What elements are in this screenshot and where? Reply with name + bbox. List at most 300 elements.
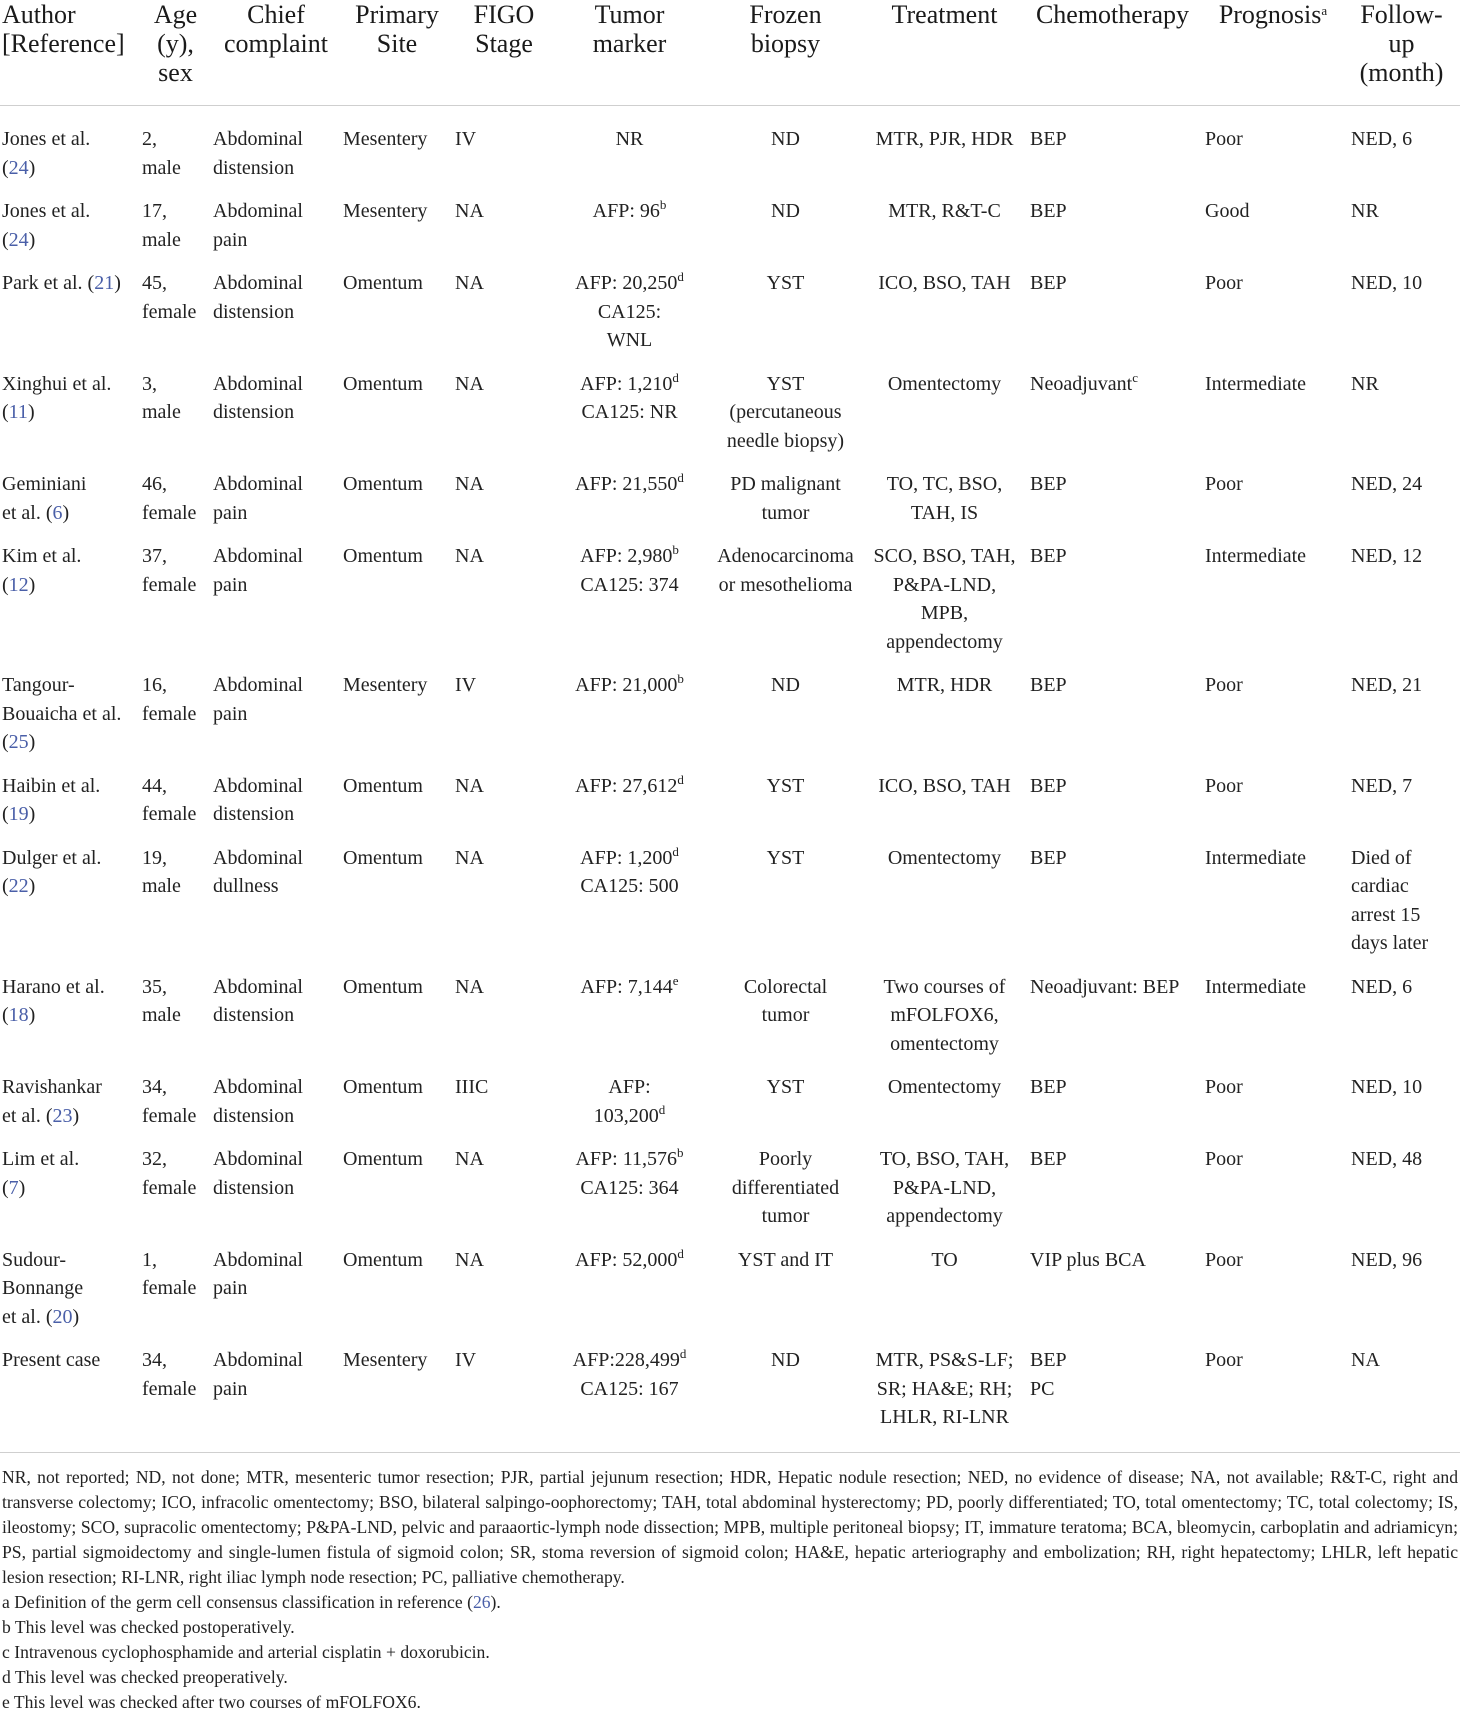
age-value: 1, (142, 1248, 157, 1271)
cell-treatment (867, 463, 1022, 535)
footnote-marker: d (672, 843, 679, 859)
treatment-text: MTR, R&T-C (888, 200, 1001, 222)
cell-figo-stage (453, 463, 555, 535)
sex-value: female (142, 702, 197, 725)
cell-figo-stage (453, 535, 555, 664)
cell-chief-complaint (211, 837, 341, 966)
frozen-text: PD malignant (730, 473, 841, 495)
complaint-text: Abdominal (213, 774, 303, 797)
paren: ) (28, 875, 36, 897)
paren: ( (2, 401, 9, 423)
cell-frozen-biopsy (704, 966, 867, 1067)
cell-treatment (867, 190, 1022, 262)
footnote-marker: d (677, 470, 684, 485)
complaint-text: distension (213, 1176, 295, 1199)
follow-text: NED, 6 (1351, 975, 1413, 998)
cell-chief-complaint (211, 1066, 341, 1138)
paren: ) (28, 156, 36, 179)
complaint-text: pain (213, 1277, 248, 1299)
cell-treatment (867, 1138, 1022, 1239)
treatment-text: P&PA-LND, (892, 1176, 997, 1199)
cell-primary-site (341, 1066, 453, 1138)
treatment-text: appendectomy (886, 1205, 1003, 1227)
paren: ) (18, 1176, 26, 1199)
complaint-text: distension (213, 1004, 295, 1026)
chemo-text: BEP (1030, 1076, 1067, 1098)
frozen-text: needle biopsy) (726, 429, 845, 452)
cell-figo-stage (453, 1239, 555, 1340)
cell-frozen-biopsy (704, 463, 867, 535)
cell-primary-site (341, 1339, 453, 1452)
site-text: Mesentery (343, 1349, 428, 1371)
header-age: Age (y), sex (153, 0, 198, 87)
marker-text: AFP: 11,576 (575, 1148, 677, 1170)
complaint-text: distension (213, 1104, 295, 1127)
cell-chief-complaint (211, 262, 341, 363)
cell-follow-up (1343, 765, 1460, 837)
cell-tumor-marker (555, 190, 704, 262)
author-name: Bouaicha et al. (2, 702, 122, 725)
header-follow-up: Follow- up (month) (1359, 0, 1444, 87)
footnote-marker: d (672, 369, 679, 385)
age-value: 19, (142, 846, 167, 869)
sex-value: male (142, 401, 181, 423)
site-text: Omentum (343, 272, 423, 294)
treatment-text: TO, TC, BSO, (886, 473, 1003, 495)
cell-follow-up (1343, 1339, 1460, 1452)
cell-prognosis (1203, 106, 1343, 191)
cell-chemotherapy (1022, 664, 1203, 765)
reference-link[interactable]: 18 (8, 1004, 29, 1026)
footnote-marker: d (677, 1245, 684, 1261)
table-row (0, 535, 1460, 664)
cell-chief-complaint (211, 106, 341, 191)
complaint-text: Abdominal (213, 674, 303, 696)
cell-follow-up (1343, 463, 1460, 535)
site-text: Omentum (343, 1248, 423, 1271)
footnote-d: d This level was checked preoperatively. (2, 1666, 288, 1687)
cell-primary-site (341, 262, 453, 363)
cell-prognosis (1203, 1339, 1343, 1452)
complaint-text: Abdominal (213, 975, 303, 998)
cell-author (0, 262, 140, 363)
age-value: 45, (142, 272, 167, 294)
site-text: Omentum (343, 545, 423, 567)
cell-age-sex (140, 1138, 211, 1239)
cell-chief-complaint (211, 463, 341, 535)
reference-link[interactable]: 22 (8, 875, 29, 897)
cell-primary-site (341, 1138, 453, 1239)
paren: ( (2, 228, 9, 251)
treatment-text: MPB, (920, 602, 969, 624)
cell-tumor-marker (555, 262, 704, 363)
marker-text: AFP: 27,612 (575, 774, 678, 797)
table-row (0, 765, 1460, 837)
follow-text: NED, 21 (1351, 674, 1423, 696)
cell-figo-stage (453, 262, 555, 363)
paren: ( (45, 501, 53, 524)
complaint-text: pain (213, 228, 248, 251)
cell-chemotherapy (1022, 765, 1203, 837)
frozen-text: tumor (761, 1205, 810, 1227)
age-value: 46, (142, 473, 167, 495)
cell-figo-stage (453, 106, 555, 191)
follow-text: cardiac (1351, 875, 1409, 897)
cell-follow-up (1343, 837, 1460, 966)
author-name: Ravishankar (2, 1076, 102, 1098)
prognosis-text: Poor (1205, 1349, 1243, 1371)
reference-link[interactable]: 6 (52, 501, 63, 524)
cell-frozen-biopsy (704, 535, 867, 664)
treatment-text: P&PA-LND, (892, 573, 997, 596)
prognosis-text: Good (1205, 200, 1250, 222)
follow-text: Died of (1351, 846, 1412, 869)
cell-age-sex (140, 1339, 211, 1452)
treatment-text: LHLR, RI-LNR (880, 1406, 1009, 1428)
cell-prognosis (1203, 837, 1343, 966)
age-value: 44, (142, 774, 167, 797)
footnote-marker: d (677, 269, 684, 284)
frozen-text: tumor (761, 1004, 810, 1026)
sex-value: female (142, 1277, 197, 1299)
marker-text: NR (615, 128, 644, 150)
chemo-text: BEP (1030, 473, 1067, 495)
cell-age-sex (140, 463, 211, 535)
chemo-text: BEP (1030, 774, 1067, 797)
table-row (0, 1239, 1460, 1340)
author-name: Bonnange (2, 1277, 84, 1299)
marker-text: AFP: 1,210 (580, 372, 673, 395)
sex-value: female (142, 803, 197, 825)
cell-follow-up (1343, 363, 1460, 464)
cell-frozen-biopsy (704, 363, 867, 464)
treatment-text: omentectomy (890, 1032, 999, 1055)
cell-treatment (867, 262, 1022, 363)
author-name: Haibin et al. (2, 774, 101, 797)
reference-link[interactable]: 11 (8, 401, 28, 423)
cell-prognosis (1203, 463, 1343, 535)
cell-primary-site (341, 363, 453, 464)
frozen-text: or mesothelioma (718, 573, 853, 596)
cell-chief-complaint (211, 664, 341, 765)
follow-text: NED, 48 (1351, 1148, 1423, 1170)
paren: ( (45, 1305, 53, 1328)
reference-link[interactable]: 21 (94, 272, 115, 294)
cell-author (0, 765, 140, 837)
paren: ) (28, 803, 36, 825)
complaint-text: pain (213, 501, 248, 524)
cell-follow-up (1343, 966, 1460, 1067)
cell-tumor-marker (555, 1138, 704, 1239)
cell-chief-complaint (211, 966, 341, 1067)
cell-prognosis (1203, 1066, 1343, 1138)
paren: ( (2, 803, 9, 825)
complaint-text: Abdominal (213, 473, 303, 495)
cell-prognosis (1203, 363, 1343, 464)
follow-text: arrest 15 (1351, 903, 1421, 926)
paren: ( (2, 156, 9, 179)
frozen-text: ND (771, 674, 800, 696)
figo-text: NA (455, 372, 484, 395)
cell-chief-complaint (211, 1339, 341, 1452)
cell-treatment (867, 1066, 1022, 1138)
cell-frozen-biopsy (704, 106, 867, 191)
complaint-text: Abdominal (213, 1076, 303, 1098)
frozen-text: ND (771, 128, 800, 150)
treatment-text: SCO, BSO, TAH, (873, 545, 1016, 567)
treatment-text: MTR, HDR (896, 674, 993, 696)
table-header (0, 0, 1460, 106)
paren: ( (87, 272, 95, 294)
marker-text: AFP: 52,000 (575, 1248, 678, 1271)
cell-prognosis (1203, 664, 1343, 765)
marker-text: CA125: 374 (580, 573, 679, 596)
cell-follow-up (1343, 1066, 1460, 1138)
cell-tumor-marker (555, 535, 704, 664)
author-name: Geminiani (2, 473, 87, 495)
paren: ) (28, 228, 36, 251)
cell-chemotherapy (1022, 190, 1203, 262)
reference-link[interactable]: 24 (8, 228, 29, 251)
header-frozen-biopsy: Frozen biopsy (749, 0, 822, 58)
prognosis-text: Poor (1205, 272, 1243, 294)
cell-follow-up (1343, 535, 1460, 664)
cell-primary-site (341, 106, 453, 191)
age-value: 2, (142, 128, 157, 150)
header-chief-complaint: Chief complaint (224, 0, 328, 58)
cell-follow-up (1343, 1239, 1460, 1340)
cell-figo-stage (453, 1339, 555, 1452)
complaint-text: pain (213, 573, 248, 596)
prognosis-text: Poor (1205, 1076, 1243, 1098)
cell-treatment (867, 1239, 1022, 1340)
cell-age-sex (140, 190, 211, 262)
author-name: Dulger et al. (2, 846, 102, 869)
sex-value: female (142, 1377, 197, 1400)
complaint-text: Abdominal (213, 200, 303, 222)
frozen-text: Adenocarcinoma (717, 545, 854, 567)
chemo-text: BEP (1030, 846, 1067, 869)
cell-treatment (867, 765, 1022, 837)
header-chemotherapy: Chemotherapy (1035, 0, 1190, 29)
cell-prognosis (1203, 190, 1343, 262)
footnote-marker: d (658, 1101, 666, 1117)
chemo-text: PC (1030, 1377, 1055, 1400)
cell-treatment (867, 1339, 1022, 1452)
header-primary-site: Primary Site (355, 0, 439, 58)
frozen-text: Colorectal (743, 975, 828, 998)
cell-prognosis (1203, 1138, 1343, 1239)
reference-link[interactable]: 25 (8, 731, 29, 753)
complaint-text: Abdominal (213, 1248, 303, 1271)
frozen-text: YST (766, 272, 805, 294)
cell-figo-stage (453, 765, 555, 837)
cell-frozen-biopsy (704, 190, 867, 262)
treatment-text: Omentectomy (887, 372, 1002, 395)
cell-follow-up (1343, 190, 1460, 262)
sex-value: female (142, 573, 197, 596)
cell-author (0, 463, 140, 535)
cell-prognosis (1203, 966, 1343, 1067)
frozen-text: (percutaneous (729, 401, 842, 423)
site-text: Omentum (343, 846, 423, 869)
cell-prognosis (1203, 1239, 1343, 1340)
cell-treatment (867, 664, 1022, 765)
treatment-text: MTR, PJR, HDR (875, 128, 1014, 150)
cell-chemotherapy (1022, 463, 1203, 535)
figo-text: NA (455, 774, 484, 797)
cell-chemotherapy (1022, 1339, 1203, 1452)
table-row (0, 966, 1460, 1067)
cell-chemotherapy (1022, 837, 1203, 966)
paren: ( (2, 573, 9, 596)
author-name: Lim et al. (2, 1148, 80, 1170)
chemo-text: BEP (1030, 200, 1067, 222)
cell-tumor-marker (555, 966, 704, 1067)
marker-text: AFP: 20,250 (575, 272, 678, 294)
treatment-text: Omentectomy (887, 1076, 1002, 1098)
marker-text: AFP: 21,550 (575, 473, 678, 495)
author-name: Kim et al. (2, 545, 82, 567)
site-text: Omentum (343, 774, 423, 797)
reference-link[interactable]: 26 (472, 1591, 491, 1612)
figo-text: NA (455, 1148, 484, 1170)
marker-text: AFP:228,499 (572, 1349, 680, 1371)
age-value: 34, (142, 1349, 167, 1371)
paren: ) (28, 731, 36, 753)
complaint-text: dullness (213, 875, 279, 897)
cell-chemotherapy (1022, 1138, 1203, 1239)
sex-value: female (142, 501, 197, 524)
marker-text: AFP: (608, 1076, 651, 1098)
reference-link[interactable]: 24 (8, 156, 29, 179)
author-name: et al. (2, 501, 41, 524)
cell-chief-complaint (211, 765, 341, 837)
chemo-text: BEP (1030, 128, 1067, 150)
marker-text: AFP: 1,200 (580, 846, 673, 869)
prognosis-text: Poor (1205, 473, 1243, 495)
cell-treatment (867, 966, 1022, 1067)
cell-frozen-biopsy (704, 1239, 867, 1340)
site-text: Omentum (343, 1148, 423, 1170)
paren: ( (2, 731, 9, 753)
figo-text: NA (455, 473, 484, 495)
marker-text: AFP: 7,144 (580, 975, 673, 998)
cell-primary-site (341, 535, 453, 664)
paren: ) (72, 1305, 80, 1328)
age-value: 35, (142, 975, 167, 998)
table-row (0, 1066, 1460, 1138)
cell-frozen-biopsy (704, 1066, 867, 1138)
prognosis-text: Intermediate (1205, 975, 1307, 998)
age-value: 16, (142, 674, 167, 696)
follow-text: NED, 12 (1351, 545, 1423, 567)
cell-author (0, 1339, 140, 1452)
cell-tumor-marker (555, 463, 704, 535)
paren: ) (114, 272, 121, 294)
complaint-text: pain (213, 702, 248, 725)
cell-tumor-marker (555, 837, 704, 966)
chemo-text: VIP plus BCA (1030, 1248, 1146, 1271)
table-row (0, 1138, 1460, 1239)
author-name: Sudour- (2, 1248, 67, 1271)
cell-author (0, 363, 140, 464)
footnote-e: e This level was checked after two courses of mFOLFOX6. (2, 1691, 421, 1712)
author-name: Harano et al. (2, 975, 105, 998)
reference-link[interactable]: 20 (52, 1305, 73, 1328)
cell-follow-up (1343, 106, 1460, 191)
paren: ) (28, 1004, 36, 1026)
cell-frozen-biopsy (704, 1339, 867, 1452)
frozen-text: YST and IT (737, 1248, 834, 1271)
age-value: 34, (142, 1076, 167, 1098)
header-treatment: Treatment (891, 0, 998, 29)
reference-link[interactable]: 23 (52, 1104, 73, 1127)
cell-chemotherapy (1022, 262, 1203, 363)
cell-primary-site (341, 463, 453, 535)
age-value: 32, (142, 1148, 167, 1170)
cell-figo-stage (453, 1066, 555, 1138)
treatment-text: TO (931, 1248, 958, 1271)
table-row (0, 1339, 1460, 1452)
complaint-text: distension (213, 156, 295, 179)
reference-link[interactable]: 12 (8, 573, 29, 596)
chemo-text: Neoadjuvant: BEP (1030, 975, 1180, 998)
cell-primary-site (341, 765, 453, 837)
cell-treatment (867, 837, 1022, 966)
cell-follow-up (1343, 1138, 1460, 1239)
footnote-marker: e (672, 972, 679, 988)
figo-text: NA (455, 1248, 484, 1271)
footnote-marker: d (677, 771, 684, 787)
complaint-text: distension (213, 803, 295, 825)
cell-primary-site (341, 966, 453, 1067)
author-name: Xinghui et al. (2, 372, 112, 395)
cell-chemotherapy (1022, 1066, 1203, 1138)
frozen-text: ND (771, 1349, 800, 1371)
cell-chief-complaint (211, 1239, 341, 1340)
reference-link[interactable]: 19 (8, 803, 29, 825)
cell-age-sex (140, 363, 211, 464)
author-name: Park et al. (2, 272, 83, 294)
cell-age-sex (140, 106, 211, 191)
sex-value: female (142, 1104, 197, 1127)
cell-frozen-biopsy (704, 765, 867, 837)
complaint-text: Abdominal (213, 1148, 303, 1170)
cell-tumor-marker (555, 765, 704, 837)
site-text: Omentum (343, 1076, 423, 1098)
author-name: Jones et al. (2, 200, 91, 222)
cell-chief-complaint (211, 190, 341, 262)
frozen-text: Poorly (758, 1148, 813, 1170)
figo-text: NA (455, 975, 484, 998)
cell-chief-complaint (211, 1138, 341, 1239)
figo-text: NA (455, 545, 484, 567)
author-name: et al. (2, 1104, 41, 1127)
cell-primary-site (341, 664, 453, 765)
header-figo-stage: FIGO Stage (473, 0, 535, 58)
cell-frozen-biopsy (704, 664, 867, 765)
cell-tumor-marker (555, 363, 704, 464)
age-value: 3, (142, 372, 157, 395)
cell-author (0, 190, 140, 262)
chemo-text: BEP (1030, 272, 1067, 294)
marker-text: CA125: 167 (580, 1377, 679, 1400)
reference-link[interactable]: 7 (8, 1176, 19, 1199)
paren: ( (2, 1004, 9, 1026)
cell-frozen-biopsy (704, 837, 867, 966)
cell-treatment (867, 535, 1022, 664)
